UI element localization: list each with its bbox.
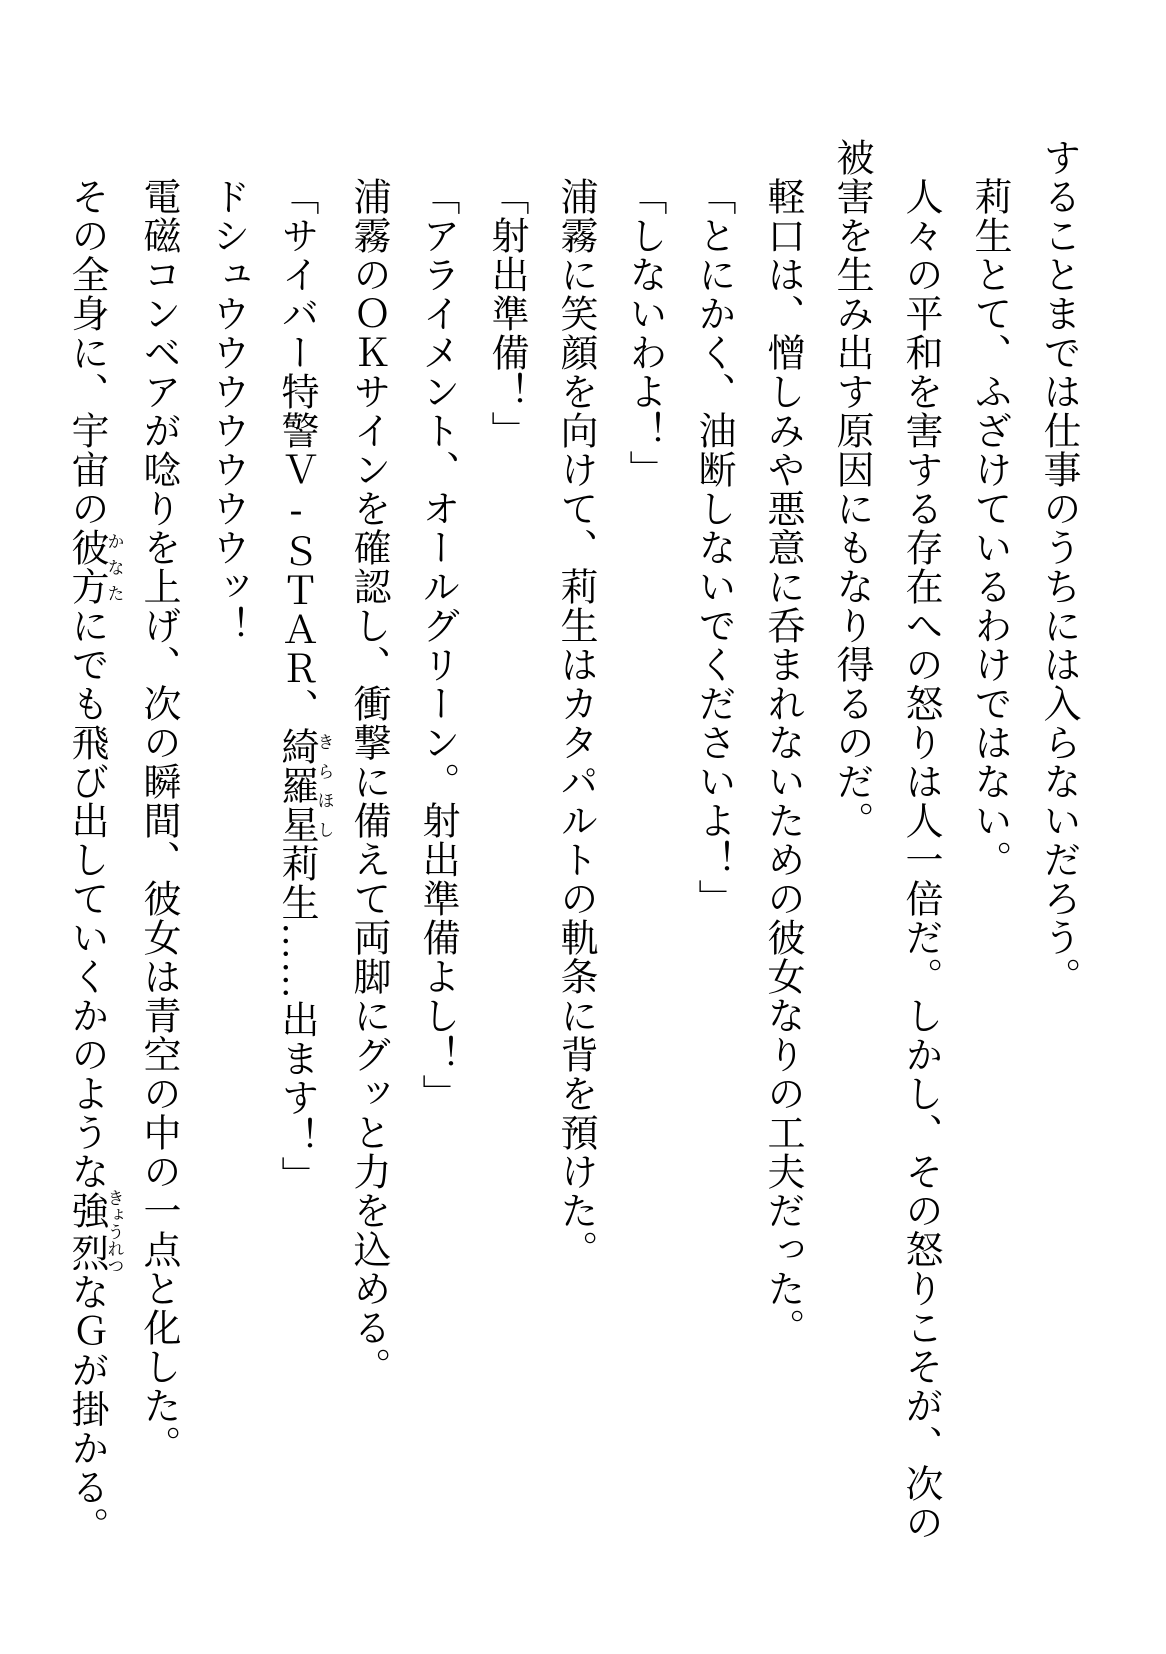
vertical-text-block — [51, 138, 1092, 1548]
furigana: きらほし — [314, 727, 334, 844]
paragraph-7: 浦霧に笑顔を向けて、莉生はカタパルトの軌条に背を預けた。 — [554, 177, 596, 1269]
paragraph-12: ドシュウウウウウウウッ！ — [206, 177, 248, 645]
paragraph-4: 軽口は、憎しみや悪意に呑まれないための彼女なりの工夫だった。 — [761, 177, 803, 1347]
ruby-annotated-text: 綺羅星きらほし — [275, 727, 334, 844]
paragraph-11: 「サイバー特警Ｖ‐ＳＴＡＲ、綺羅星きらほし莉生……出ます！」 — [275, 177, 334, 1195]
paragraph-14: その全身に、宇宙の彼方かなたにでも飛び出していくかのような強烈きょうれつなＧが掛かる。 — [65, 177, 124, 1546]
upright-hyphen: ‐ — [275, 489, 317, 532]
ruby-annotated-text: 彼方かなた — [65, 528, 124, 606]
paragraph-5: 「とにかく、油断しないでくださいよ！」 — [692, 177, 734, 918]
furigana: かなた — [104, 528, 124, 606]
paragraph-2: 莉生とて、ふざけているわけではない。 — [968, 177, 1010, 879]
furigana: きょうれつ — [104, 1189, 124, 1275]
paragraph-1: することまでは仕事のうちには入らないだろう。 — [1037, 138, 1079, 996]
paragraph-3: 人々の平和を害する存在への怒りは人一倍だ。しかし、その怒りこそが、次の被害を生み出す原因にもなり得るのだ。 — [830, 138, 941, 1542]
paragraph-13: 電磁コンベアが唸りを上げ、次の瞬間、彼女は青空の中の一点と化した。 — [137, 177, 179, 1464]
paragraph-8: 「射出準備！」 — [485, 177, 527, 450]
paragraph-10: 浦霧のＯＫサインを確認し、衝撃に備えて両脚にグッと力を込める。 — [347, 177, 389, 1386]
paragraph-6: 「しないわよ！」 — [623, 177, 665, 489]
ruby-annotated-text: 強烈きょうれつ — [65, 1189, 124, 1275]
paragraph-9: 「アライメント、オールグリーン。射出準備よし！」 — [416, 177, 458, 1113]
